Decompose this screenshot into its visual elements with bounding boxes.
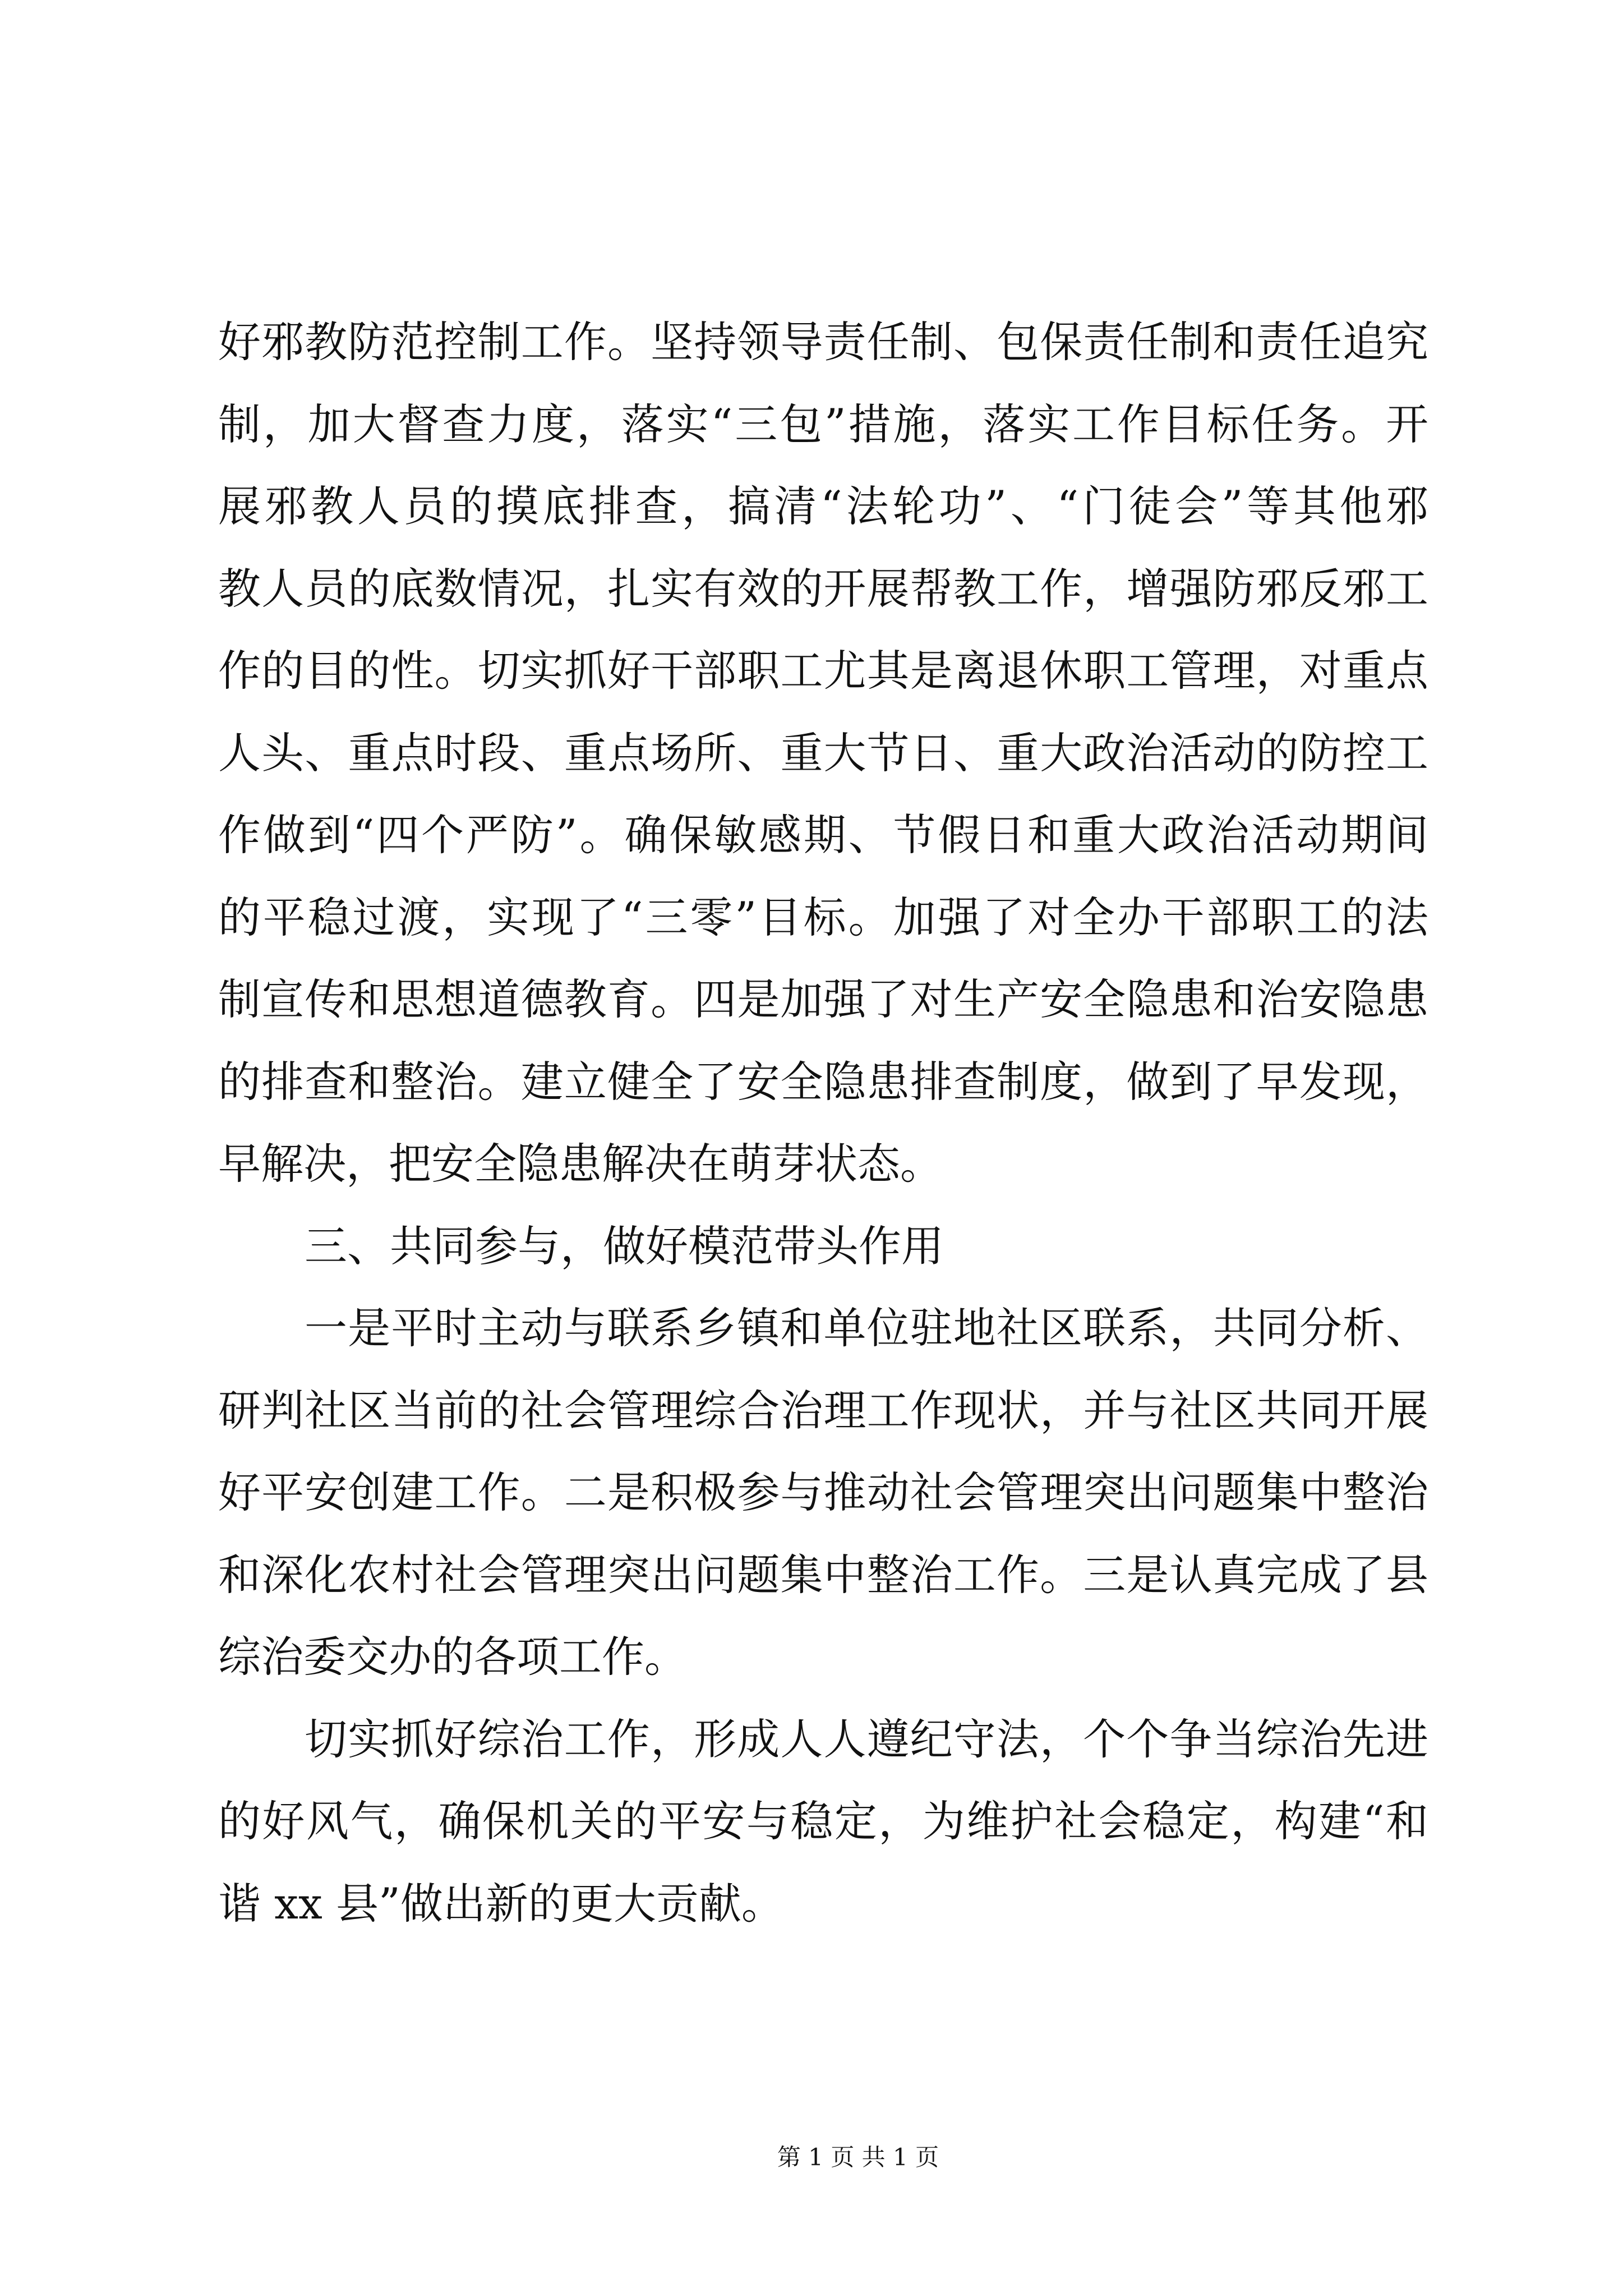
paragraph-line: 综治委交办的各项工作。 — [218, 1632, 687, 1682]
paragraph-line: 人头、重点时段、重点场所、重大节日、重大政治活动的防控工 — [218, 728, 1428, 778]
paragraph-line: 一是平时主动与联系乡镇和单位驻地社区联系，共同分析、 — [305, 1303, 1428, 1353]
document-body — [218, 301, 1428, 1945]
paragraph-line: 展邪教人员的摸底排查，搞清“法轮功”、“门徒会”等其他邪 — [218, 481, 1428, 531]
paragraph-line: 好平安创建工作。二是积极参与推动社会管理突出问题集中整治 — [218, 1467, 1428, 1517]
paragraph-line: 制宣传和思想道德教育。四是加强了对生产安全隐患和治安隐患 — [218, 974, 1428, 1024]
paragraph-line: 作做到“四个严防”。确保敏感期、节假日和重大政治活动期间 — [218, 810, 1428, 860]
body-paragraph — [218, 1699, 1428, 1945]
paragraph-line: 作的目的性。切实抓好干部职工尤其是离退休职工管理，对重点 — [218, 646, 1428, 696]
paragraph-line: 切实抓好综治工作，形成人人遵纪守法，个个争当综治先进 — [305, 1714, 1428, 1764]
body-paragraph — [218, 301, 1428, 1205]
paragraph-line: 的排查和整治。建立健全了安全隐患排查制度，做到了早发现， — [218, 1056, 1428, 1107]
paragraph-line: 谐 xx 县”做出新的更大贡献。 — [218, 1878, 784, 1929]
page-footer: 第 1 页 共 1 页 — [777, 2143, 939, 2171]
paragraph-line: 研判社区当前的社会管理综合治理工作现状，并与社区共同开展 — [218, 1385, 1428, 1435]
section-heading — [218, 1205, 1428, 1288]
paragraph-line: 早解决，把安全隐患解决在萌芽状态。 — [218, 1139, 943, 1189]
body-paragraph — [218, 1287, 1428, 1699]
paragraph-line: 的好风气，确保机关的平安与稳定，为维护社会稳定，构建“和 — [218, 1796, 1428, 1846]
section-heading-text: 三、共同参与，做好模范带头作用 — [305, 1221, 944, 1271]
paragraph-line: 好邪教防范控制工作。坚持领导责任制、包保责任制和责任追究 — [218, 317, 1428, 367]
paragraph-line: 教人员的底数情况，扎实有效的开展帮教工作，增强防邪反邪工 — [218, 563, 1428, 614]
paragraph-line: 制，加大督查力度，落实“三包”措施，落实工作目标任务。开 — [218, 399, 1428, 449]
paragraph-line: 的平稳过渡，实现了“三零”目标。加强了对全办干部职工的法 — [218, 892, 1428, 942]
paragraph-line: 和深化农村社会管理突出问题集中整治工作。三是认真完成了县 — [218, 1549, 1428, 1600]
